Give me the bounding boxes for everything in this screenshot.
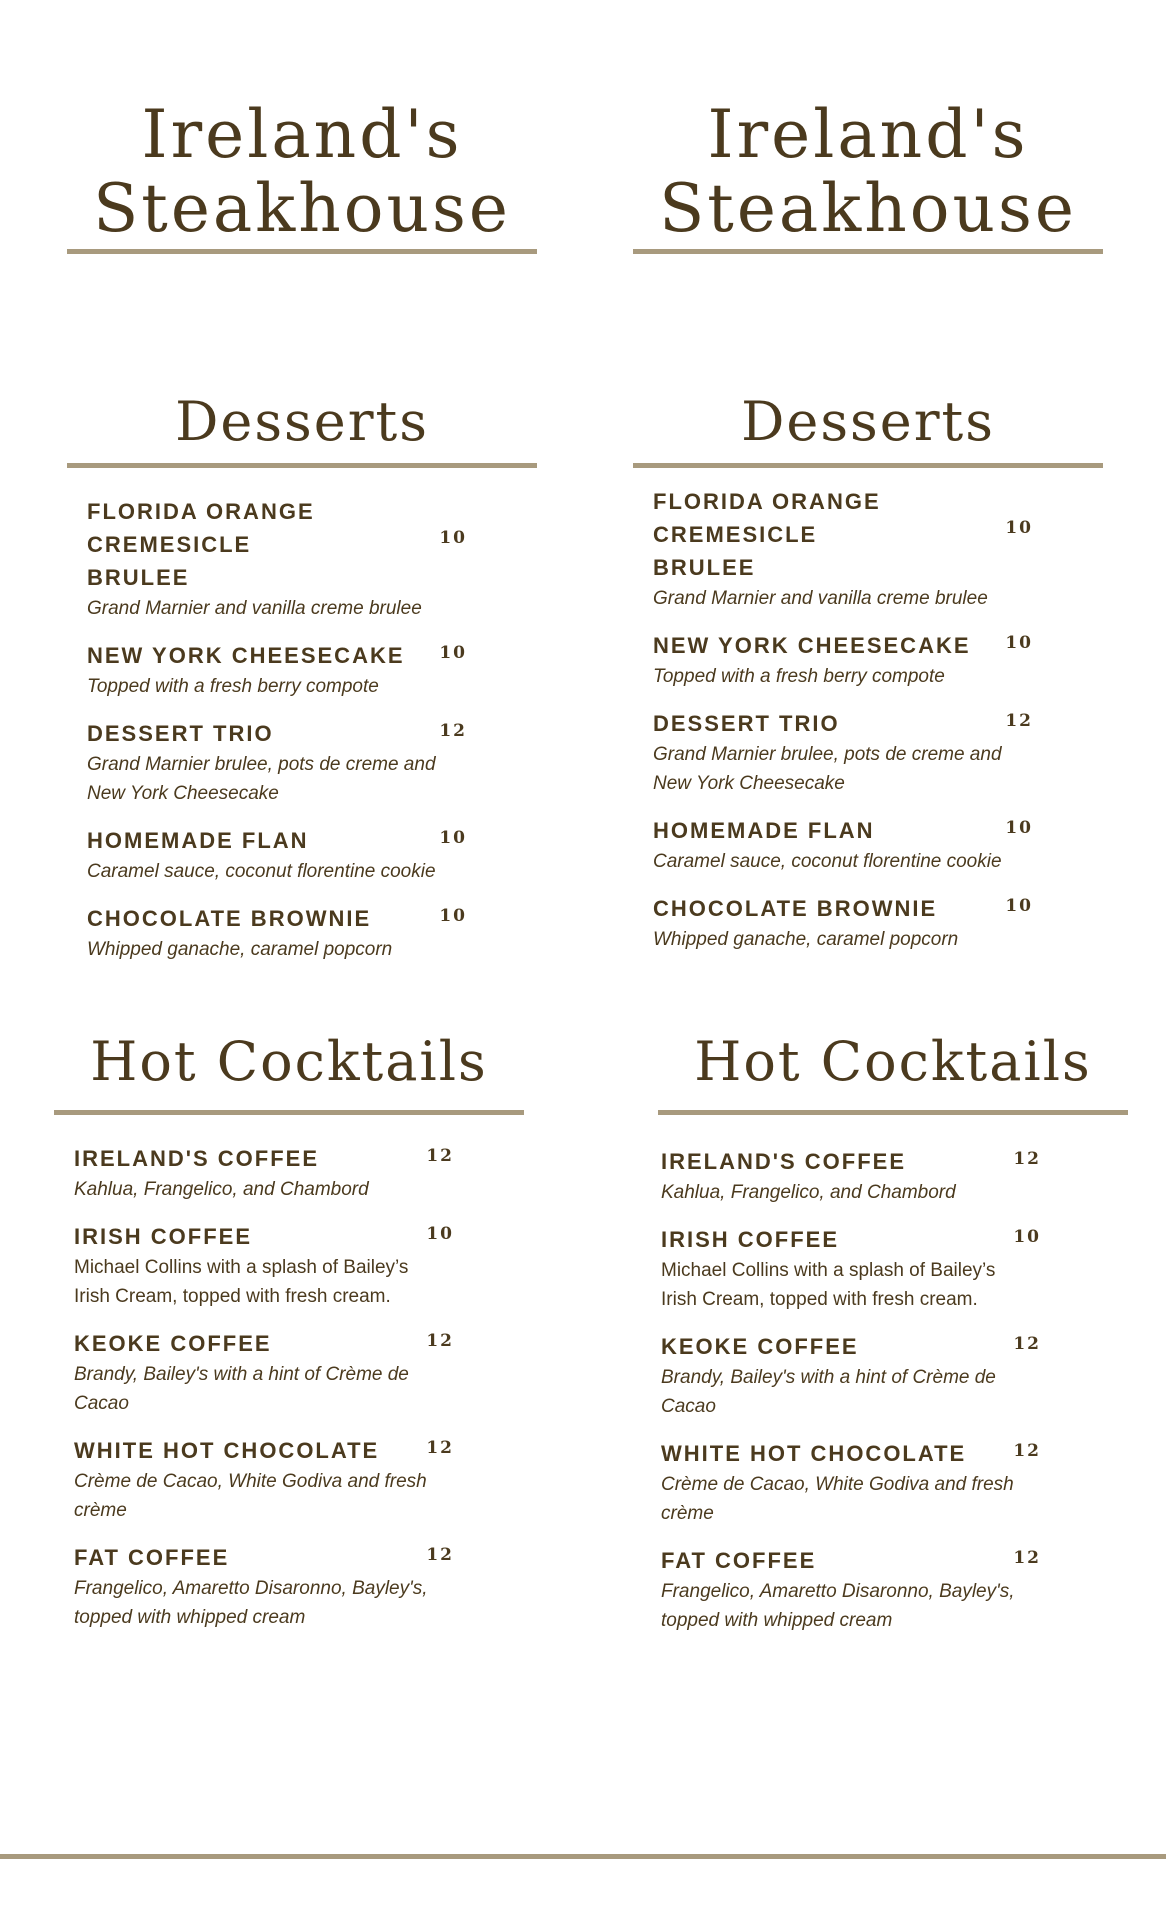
menu-item [87,639,507,701]
item-name: NEW YORK CHEESECAKE [653,633,971,658]
item-name: HOMEMADE FLAN [87,828,309,853]
menu-item [87,824,507,886]
desserts-divider [633,463,1103,468]
item-price: 10 [1005,518,1033,538]
item-name: CHOCOLATE BROWNIE [653,896,938,921]
desserts-list [87,495,507,980]
item-description: Michael Collins with a splash of Bailey’s Irish Cream, topped with fresh cream. [74,1257,409,1307]
item-description: Whipped ganache, caramel popcorn [87,939,393,960]
item-description: Kahlua, Frangelico, and Chambord [74,1179,369,1200]
restaurant-title: Ireland's Steakhouse [659,96,1077,247]
menu-item [74,1434,494,1525]
menu-item [661,1437,1081,1528]
item-description: Grand Marnier and vanilla creme brulee [653,588,988,609]
title-divider [633,249,1103,254]
item-name: DESSERT TRIO [87,721,274,746]
item-description: Grand Marnier brulee, pots de creme and New York Cheesecake [87,754,436,804]
cocktails-list [74,1142,494,1648]
cocktails-list [661,1145,1081,1651]
item-price: 10 [439,528,467,548]
menu-item [74,1142,494,1204]
item-name: FAT COFFEE [74,1545,230,1570]
menu-item [653,485,1073,613]
item-description: Brandy, Bailey's with a hint of Crème de Cacao [661,1367,996,1417]
item-description: Caramel sauce, coconut florentine cookie [87,861,436,882]
item-price: 12 [426,1146,454,1166]
item-description: Frangelico, Amaretto Disaronno, Bayley's, topped with whipped cream [74,1578,428,1628]
item-price: 10 [439,643,467,663]
item-price: 12 [1005,711,1033,731]
item-name: CHOCOLATE BROWNIE [87,906,372,931]
item-description: Kahlua, Frangelico, and Chambord [661,1182,956,1203]
item-price: 10 [1005,818,1033,838]
item-description: Brandy, Bailey's with a hint of Crème de Cacao [74,1364,409,1414]
item-name: DESSERT TRIO [653,711,840,736]
menu-item [653,707,1073,798]
item-name: IRELAND'S COFFEE [661,1149,907,1174]
item-name: IRISH COFFEE [661,1227,840,1252]
item-name: FAT COFFEE [661,1548,817,1573]
menu-item [653,814,1073,876]
item-price: 12 [1013,1334,1041,1354]
item-price: 12 [426,1545,454,1565]
item-name: KEOKE COFFEE [74,1331,272,1356]
menu-item [661,1330,1081,1421]
item-price: 12 [1013,1149,1041,1169]
item-description: Frangelico, Amaretto Disaronno, Bayley's, topped with whipped cream [661,1581,1015,1631]
item-description: Caramel sauce, coconut florentine cookie [653,851,1002,872]
item-name: IRELAND'S COFFEE [74,1146,320,1171]
item-name: NEW YORK CHEESECAKE [87,643,405,668]
item-price: 12 [1013,1441,1041,1461]
item-description: Topped with a fresh berry compote [653,666,945,687]
item-price: 10 [426,1224,454,1244]
item-price: 10 [439,906,467,926]
menu-item [653,892,1073,954]
item-name: FLORIDA ORANGE CREMESICLE BRULEE [653,489,881,580]
cocktails-divider [54,1110,524,1115]
cocktails-heading: Hot Cocktails [694,1030,1092,1093]
item-name: KEOKE COFFEE [661,1334,859,1359]
item-price: 10 [439,828,467,848]
title-divider [67,249,537,254]
menu-item [74,1327,494,1418]
menu-item [87,495,507,623]
item-name: HOMEMADE FLAN [653,818,875,843]
cocktails-heading: Hot Cocktails [90,1030,488,1093]
item-description: Grand Marnier brulee, pots de creme and New York Cheesecake [653,744,1002,794]
cocktails-divider [658,1110,1128,1115]
menu-item [74,1220,494,1311]
item-description: Grand Marnier and vanilla creme brulee [87,598,422,619]
menu-item [661,1223,1081,1314]
desserts-heading: Desserts [175,390,429,453]
item-description: Michael Collins with a splash of Bailey’s Irish Cream, topped with fresh cream. [661,1260,996,1310]
desserts-heading: Desserts [741,390,995,453]
item-price: 12 [426,1331,454,1351]
menu-item [74,1541,494,1632]
menu-item [653,629,1073,691]
item-price: 10 [1013,1227,1041,1247]
item-description: Crème de Cacao, White Godiva and fresh crème [74,1471,427,1521]
item-price: 12 [1013,1548,1041,1568]
item-description: Topped with a fresh berry compote [87,676,379,697]
menu-item [661,1145,1081,1207]
item-description: Whipped ganache, caramel popcorn [653,929,959,950]
item-price: 10 [1005,633,1033,653]
item-price: 12 [439,721,467,741]
item-name: FLORIDA ORANGE CREMESICLE BRULEE [87,499,315,590]
item-name: WHITE HOT CHOCOLATE [74,1438,380,1463]
menu-item [87,717,507,808]
item-description: Crème de Cacao, White Godiva and fresh crème [661,1474,1014,1524]
desserts-divider [67,463,537,468]
item-price: 10 [1005,896,1033,916]
footer-divider [0,1854,1166,1859]
desserts-list [653,485,1073,970]
item-name: WHITE HOT CHOCOLATE [661,1441,967,1466]
menu-item [661,1544,1081,1635]
item-name: IRISH COFFEE [74,1224,253,1249]
restaurant-title: Ireland's Steakhouse [93,96,511,247]
menu-item [87,902,507,964]
item-price: 12 [426,1438,454,1458]
